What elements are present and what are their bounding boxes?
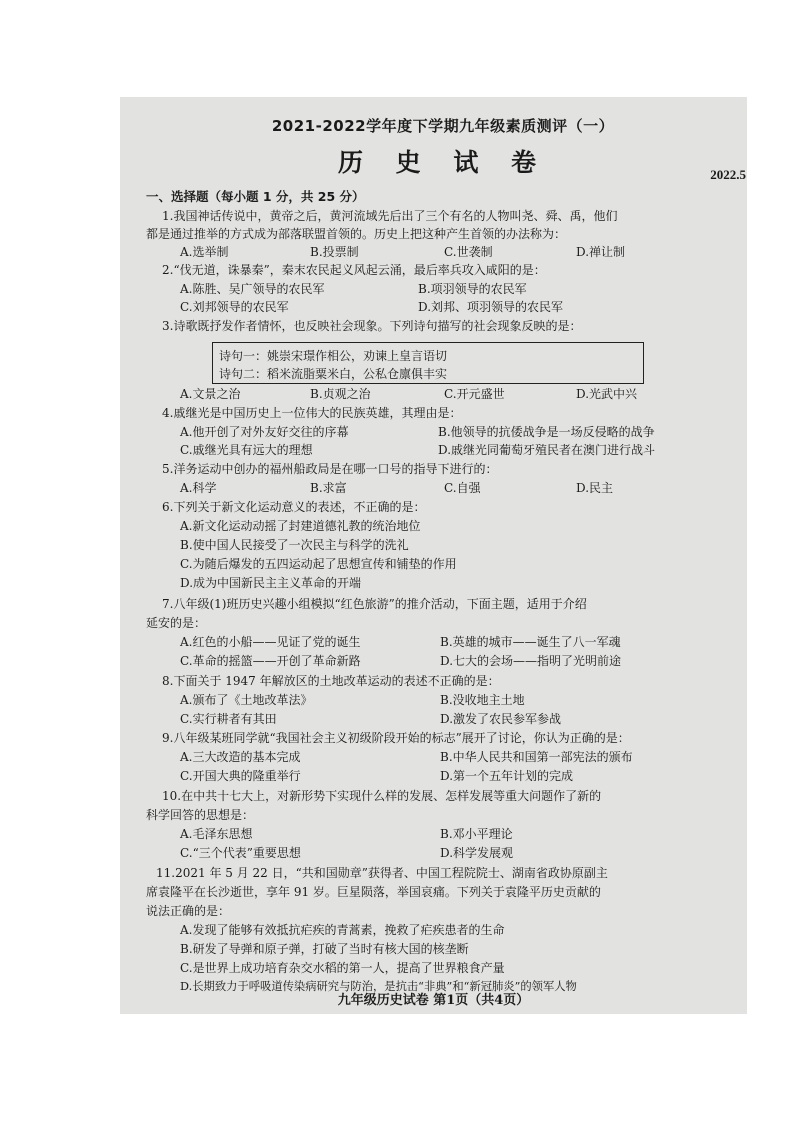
question-2-stem: 2.“伐无道，诛暴秦”，秦末农民起义风起云涌，最后率兵攻入咸阳的是：: [162, 263, 546, 277]
question-2-option: D.刘邦、项羽领导的农民军: [418, 300, 564, 314]
question-7-option: B.英雄的城市——诞生了八一军魂: [440, 635, 621, 649]
question-10-option: B.邓小平理论: [440, 827, 513, 841]
question-6-option: D.成为中国新民主主义革命的开端: [180, 576, 362, 590]
question-11-stem: 席袁隆平在长沙逝世，享年 91 岁。巨星陨落，举国哀痛。下列关于袁隆平历史贡献的: [146, 885, 601, 899]
question-2-option: C.刘邦领导的农民军: [180, 300, 289, 314]
question-8-stem: 8.下面关于 1947 年解放区的土地改革运动的表述不正确的是：: [162, 674, 500, 688]
question-4-stem: 4.戚继光是中国历史上一位伟大的民族英雄，其理由是：: [162, 406, 462, 420]
question-3-option: A.文景之治: [180, 387, 241, 401]
question-3-stem: 3.诗歌既抒发作者情怀，也反映社会现象。下列诗句描写的社会现象反映的是：: [162, 319, 582, 333]
question-1-stem: 都是通过推举的方式成为部落联盟首领的。历史上把这种产生首领的办法称为：: [146, 227, 567, 241]
question-8-option: C.实行耕者有其田: [180, 712, 277, 726]
question-9-option: A.三大改造的基本完成: [180, 750, 301, 764]
question-5-option: B.求富: [310, 481, 347, 495]
question-6-option: C.为随后爆发的五四运动起了思想宣传和铺垫的作用: [180, 557, 457, 571]
question-8-option: D.激发了农民参军参战: [440, 712, 562, 726]
question-5-option: D.民主: [576, 481, 614, 495]
question-5-option: C.自强: [444, 481, 481, 495]
exam-sheet: [120, 97, 747, 1014]
question-11-option: C.是世界上成功培育杂交水稻的第一人，提高了世界粮食产量: [180, 961, 505, 975]
question-1-option: A.选举制: [180, 245, 229, 259]
question-10-stem: 科学回答的思想是：: [146, 808, 255, 822]
question-2-option: A.陈胜、吴广领导的农民军: [180, 282, 325, 296]
exam-date: 2022.5: [710, 167, 746, 182]
question-11-stem: 11.2021 年 5 月 22 日，“共和国勋章”获得者、中国工程院院士、湖南省政协原副主: [156, 866, 608, 880]
question-2-option: B.项羽领导的农民军: [418, 282, 527, 296]
question-1-option: D.禅让制: [576, 245, 626, 259]
question-5-option: A.科学: [180, 481, 217, 495]
question-4-option: B.他领导的抗倭战争是一场反侵略的战争: [438, 425, 655, 439]
question-1-option: B.投票制: [310, 245, 359, 259]
question-6-stem: 6.下列关于新文化运动意义的表述，不正确的是：: [162, 500, 426, 514]
question-3-option: B.贞观之治: [310, 387, 371, 401]
question-9-option: B.中华人民共和国第一部宪法的颁布: [440, 750, 633, 764]
question-9-option: D.第一个五年计划的完成: [440, 769, 574, 783]
question-7-option: C.革命的摇篮——开创了革命新路: [180, 654, 361, 668]
question-11-option: A.发现了能够有效抵抗疟疾的青蒿素，挽救了疟疾患者的生命: [180, 923, 505, 937]
question-3-option: D.光武中兴: [576, 387, 638, 401]
section-heading: 一、选择题（每小题 1 分，共 25 分）: [146, 189, 365, 204]
question-11-option: D.长期致力于呼吸道传染病研究与防治，是抗击“非典”和“新冠肺炎”的领军人物: [180, 980, 577, 993]
subject-title: 历 史 试 卷: [337, 148, 549, 177]
question-8-option: B.没收地主土地: [440, 693, 525, 707]
question-7-option: D.七大的会场——指明了光明前途: [440, 654, 622, 668]
question-7-stem: 7.八年级(1)班历史兴趣小组模拟“红色旅游”的推介活动，下面主题，适用于介绍: [162, 597, 587, 611]
question-11-option: B.研发了导弹和原子弹，打破了当时有核大国的核垄断: [180, 942, 469, 956]
question-8-option: A.颁布了《土地改革法》: [180, 693, 313, 707]
question-6-option: A.新文化运动动摇了封建道德礼教的统治地位: [180, 519, 421, 533]
question-10-stem: 10.在中共十七大上，对新形势下实现什么样的发展、怎样发展等重大问题作了新的: [162, 789, 602, 803]
question-4-option: D.戚继光同葡萄牙殖民者在澳门进行战斗: [438, 443, 656, 457]
exam-title: 2021-2022学年度下学期九年级素质测评（一）: [271, 117, 615, 135]
question-10-option: A.毛泽东思想: [180, 827, 253, 841]
question-1-option: C.世袭制: [444, 245, 493, 259]
question-5-stem: 5.洋务运动中创办的福州船政局是在哪一口号的指导下进行的：: [162, 462, 498, 476]
question-9-option: C.开国大典的隆重举行: [180, 769, 301, 783]
question-7-stem: 延安的是：: [146, 616, 207, 630]
poem-line: 诗句二：稻米流脂粟米白，公私仓廪俱丰实: [219, 367, 448, 381]
question-4-option: C.戚继光具有远大的理想: [180, 443, 313, 457]
question-6-option: B.使中国人民接受了一次民主与科学的洗礼: [180, 538, 409, 552]
question-10-option: C.“三个代表”重要思想: [180, 846, 301, 860]
question-7-option: A.红色的小船——见证了党的诞生: [180, 635, 361, 649]
poem-line: 诗句一：姚崇宋璟作相公，劝谏上皇言语切: [219, 349, 448, 363]
question-10-option: D.科学发展观: [440, 846, 514, 860]
question-4-option: A.他开创了对外友好交往的序幕: [180, 425, 349, 439]
page-footer: 九年级历史试卷 第1页（共4页）: [337, 993, 530, 1008]
question-11-stem: 说法正确的是：: [146, 904, 231, 918]
poem-box: [212, 342, 644, 384]
question-3-option: C.开元盛世: [444, 387, 505, 401]
question-1-stem: 1.我国神话传说中，黄帝之后，黄河流域先后出了三个有名的人物叫尧、舜、禹，他们: [162, 209, 618, 223]
question-9-stem: 9.八年级某班同学就“我国社会主义初级阶段开始的标志”展开了讨论，你认为正确的是：: [162, 731, 630, 745]
